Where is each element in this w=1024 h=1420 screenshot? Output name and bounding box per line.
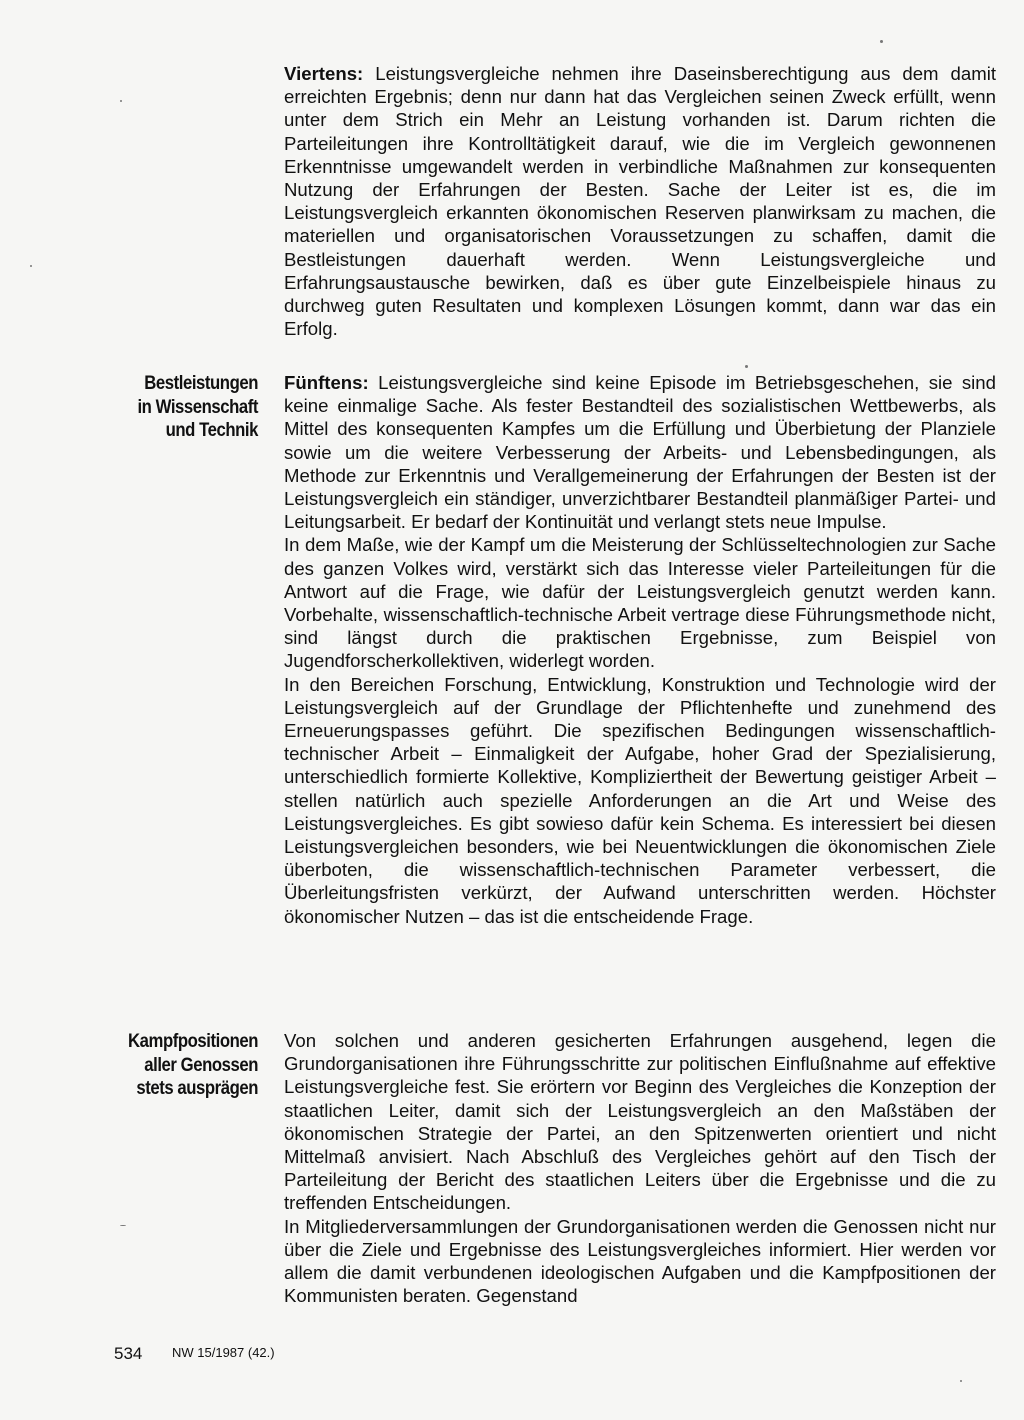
scan-speck	[30, 265, 32, 267]
paragraph-mitgliederversammlungen: In Mitgliederversammlungen der Grundorganisationen werden die Genossen nicht nur über die Ziele und Ergebnisse des Leistungsvergleiches informiert. Hier werden vor allem die damit verbundenen ideologischen Aufgaben und die Kampfpositionen der Kommunisten beraten. Gegenstand	[284, 1215, 996, 1307]
paragraph-text: Leistungsvergleiche nehmen ihre Daseinsberechtigung aus dem damit erreichten Ergebnis; denn nur dann hat das Vergleichen seinen Zweck erfüllt, wenn unter dem Strich ein Mehr an Leistung vorhanden ist. Darum richten die Parteileitungen ihre Kontrolltätigkeit darauf, wie die im Vergleich gewonnenen Erkenntnisse umgewandelt werden in verbindliche Maßnahmen zur konsequenten Nutzung der Erfahrungen der Besten. Sache der Leiter ist es, die im Leistungsvergleich erkannten ökonomischen Reserven planwirksam zu machen, die materiellen und organisatorischen Voraussetzungen zu schaffen, damit die Bestleistungen dauerhaft werden. Wenn Leistungsvergleiche und Erfahrungsaustausche bewirken, daß es über gute Einzelbeispiele hinaus zu durchweg guten Resultaten und komplexen Lösungen kommt, dann war das ein Erfolg.	[284, 63, 996, 340]
paragraph-fuenftens	[284, 371, 996, 533]
paragraph-erfahrungen: Von solchen und anderen gesicherten Erfahrungen ausgehend, legen die Grundorganisationen ihre Führungsschritte zur politischen Einflußnahme auf effektive Leistungsvergleiche fest. Sie erörtern vor Beginn des Vergleiches die Konzeption der staatlichen Leiter, damit sich der Leistungsvergleich an den Maßstäben der ökonomischen Strategie der Partei, an den Spitzenwerten orientiert und nicht Mittelmaß anvisiert. Nach Abschluß des Vergleiches gehört auf den Tisch der Parteileitung der Bericht des staatlichen Leiters über die Ergebnisse und die zu treffenden Entscheidungen.	[284, 1030, 996, 1214]
side-heading-line: und Technik	[165, 420, 258, 441]
paragraph-viertens	[284, 62, 996, 340]
page-number: 534	[114, 1344, 143, 1363]
scan-speck	[120, 1225, 126, 1226]
paragraph-text: Leistungsvergleiche sind keine Episode im Betriebsgeschehen, sie sind keine einmalige Sache. Als fester Bestandteil des sozialistischen Wettbewerbs, als Mittel des konsequenten Kampfes um die Erfüllung und Überbietung der Planziele sowie um die weitere Verbesserung der Arbeits- und Lebensbedingungen, als Methode zur Erkenntnis und Verallgemeinerung der Erfahrungen der Besten ist der Leistungsvergleich ein ständiger, unverzichtbarer Bestandteil planmäßiger Partei- und Leitungsarbeit. Er bedarf der Kontinuität und verlangt stets neue Impulse.	[284, 372, 996, 533]
scan-speck	[120, 100, 122, 102]
paragraph-lead: Fünftens:	[284, 372, 369, 393]
side-heading-line: Bestleistungen	[144, 373, 258, 394]
scan-speck	[960, 1380, 962, 1382]
scan-speck	[745, 365, 748, 368]
paragraph-lead: Viertens:	[284, 63, 364, 84]
side-heading-line: Kampfpositionen	[128, 1031, 258, 1052]
scan-speck	[880, 40, 883, 43]
paragraph-forschung: In den Bereichen Forschung, Entwicklung, Konstruktion und Technologie wird der Leistungsvergleich auf der Grundlage der Pflichtenhefte und zunehmend des Erneuerungspasses geführt. Die spezifischen Bedingungen wissenschaftlich-technischer Arbeit – Einmaligkeit der Aufgabe, hoher Grad der Spezialisierung, unterschiedlich formierte Kollektive, Kompliziertheit der Bewertung geistiger Arbeit – stellen natürlich auch spezielle Anforderungen an die Art und Weise des Leistungsvergleiches. Es gibt sowieso dafür kein Schema. Es interessiert bei diesen Leistungsvergleichen besonders, wie bei Neuentwicklungen die ökonomischen Ziele überboten, die wissenschaftlich-technischen Parameter verbessert, die Überleitungsfristen verkürzt, der Aufwand unterschritten werden. Höchster ökonomischer Nutzen – das ist die entscheidende Frage.	[284, 673, 996, 927]
section-fuenftens	[284, 371, 996, 928]
side-heading-line: aller Genossen	[144, 1054, 258, 1076]
issue-reference: NW 15/1987 (42.)	[172, 1345, 275, 1360]
side-heading-line: stets ausprägen	[136, 1078, 258, 1099]
side-heading-bestleistungen	[108, 372, 258, 443]
page-footer	[114, 1344, 275, 1364]
section-grundorganisationen	[284, 1029, 996, 1307]
side-heading-kampfpositionen	[108, 1030, 258, 1101]
paragraph-schluesseltechnologien: In dem Maße, wie der Kampf um die Meisterung der Schlüsseltechnologien zur Sache des ganzen Volkes wird, verstärkt sich das Interesse vieler Parteileitungen für die Antwort auf die Frage, wie dafür der Leistungsvergleich genutzt werden kann. Vorbehalte, wissenschaftlich-technische Arbeit vertrage diese Führungsmethode nicht, sind längst durch die praktischen Ergebnisse, zum Beispiel von Jugendforscherkollektiven, widerlegt worden.	[284, 534, 996, 672]
side-heading-line: in Wissenschaft	[137, 396, 258, 418]
